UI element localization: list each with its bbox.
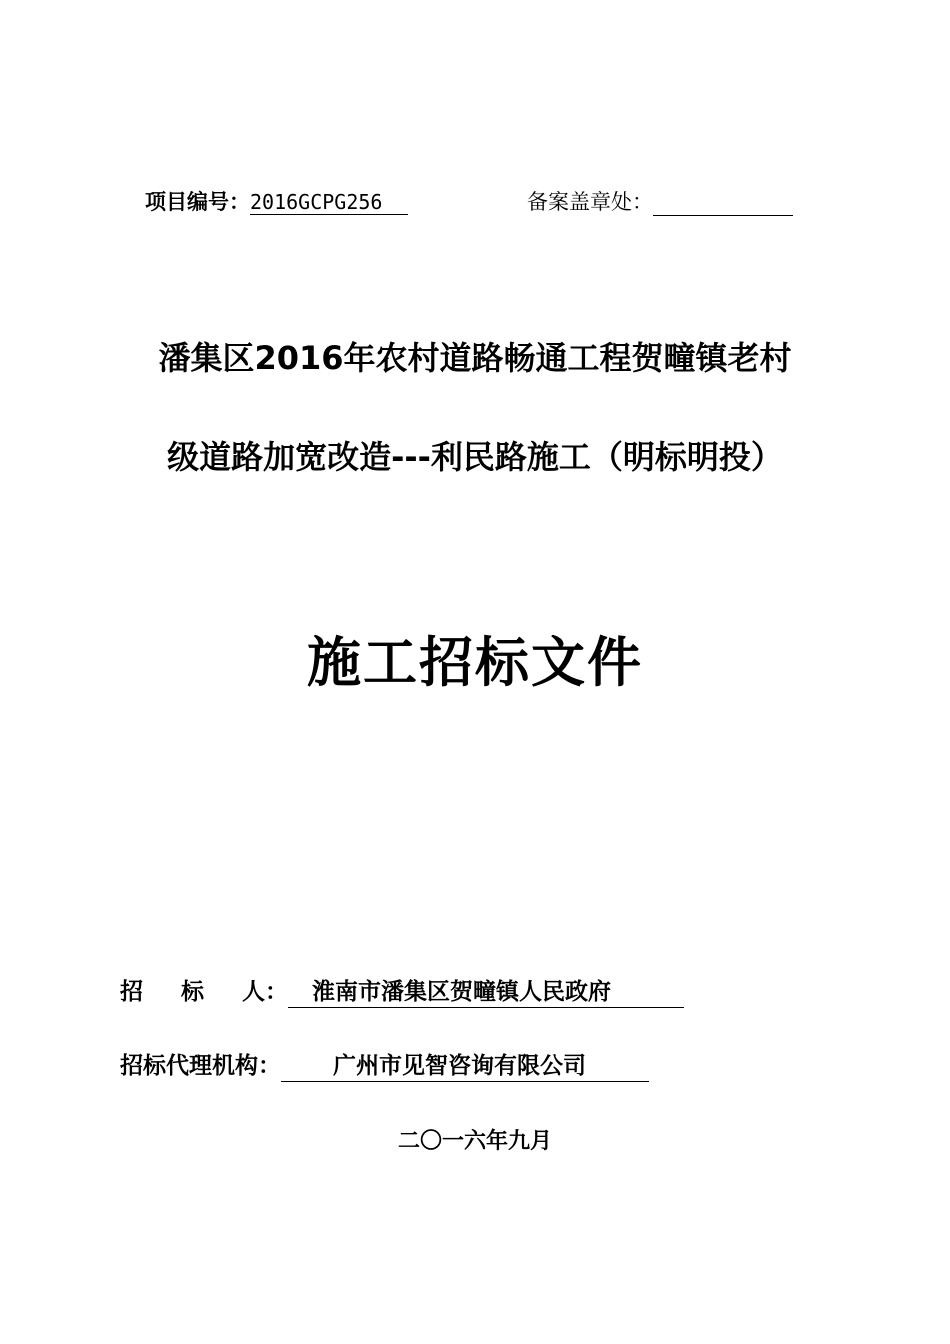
project-title-line-1: 潘集区2016年农村道路畅通工程贺疃镇老村 [158, 339, 792, 377]
project-title-line-2: 级道路加宽改造---利民路施工（明标明投） [167, 438, 783, 476]
agency-label: 招标代理机构： [120, 1053, 281, 1079]
tenderer-value: 淮南市潘集区贺疃镇人民政府 [288, 973, 684, 1008]
project-number [145, 186, 408, 216]
project-number-value: 2016GCPG256 [250, 190, 408, 215]
filing-stamp-label: 备案盖章处： [527, 190, 653, 214]
tenderer-label: 招 标 人： [120, 979, 288, 1005]
project-number-label: 项目编号： [145, 190, 250, 214]
agency-row [120, 1047, 649, 1082]
issue-date: 二〇一六年九月 [397, 1129, 552, 1154]
tenderer-row [120, 973, 684, 1008]
filing-stamp-field [527, 186, 793, 216]
agency-value: 广州市见智咨询有限公司 [281, 1047, 649, 1082]
filing-stamp-blank [653, 195, 793, 216]
document-type-title: 施工招标文件 [307, 631, 643, 694]
